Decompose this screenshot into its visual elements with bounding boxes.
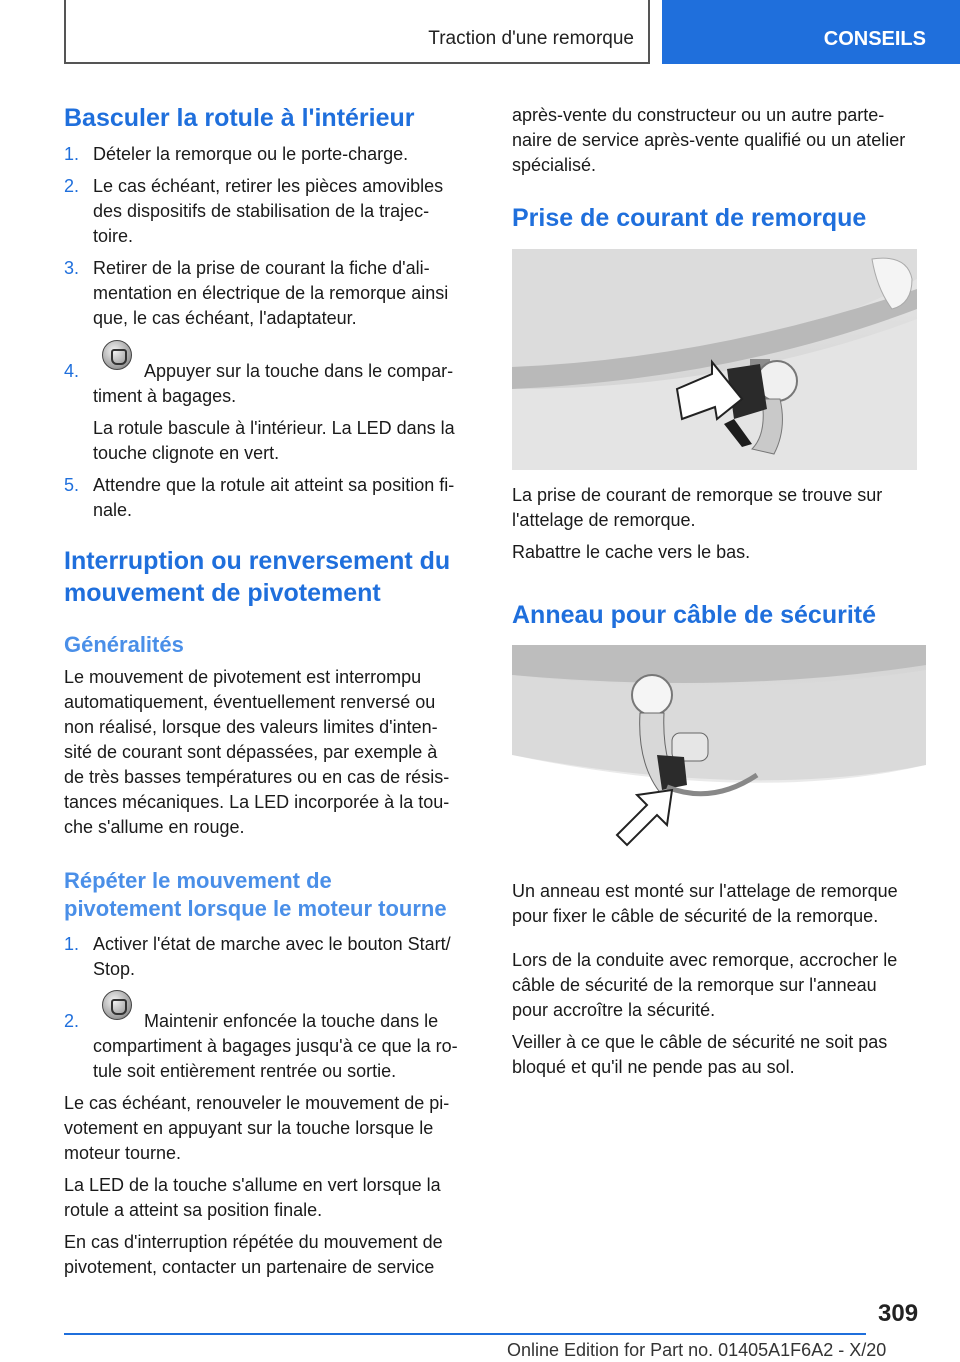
- body-line: automatiquement, éventuellement renversé ou: [64, 692, 436, 712]
- step-text: compartiment à bagages jusqu'à ce que la ro-: [93, 1036, 458, 1056]
- step-number: 1.: [64, 934, 80, 954]
- step-text: toire.: [93, 226, 134, 246]
- step-text: tule soit entièrement rentrée ou sortie.: [93, 1061, 397, 1081]
- step-text: que, le cas échéant, l'adaptateur.: [93, 308, 357, 328]
- page-number: 309: [878, 1300, 919, 1327]
- heading-interruption-1: Interruption ou renversement du: [64, 547, 451, 575]
- heading-interruption-2: mouvement de pivotement: [64, 579, 381, 607]
- body-line: Un anneau est monté sur l'attelage de remorque: [512, 881, 898, 901]
- heading-basculer: Basculer la rotule à l'intérieur: [64, 104, 415, 132]
- heading-anneau: Anneau pour câble de sécurité: [512, 601, 876, 629]
- edition-text: Online Edition for Part no. 01405A1F6A2 - X/20: [507, 1340, 887, 1360]
- step-text: timent à bagages.: [93, 386, 237, 406]
- step-number: 3.: [64, 258, 80, 278]
- step-text: touche clignote en vert.: [93, 443, 280, 463]
- body-line: sité de courant sont dépassées, par exemple à: [64, 742, 438, 762]
- step-number: 2.: [64, 1011, 80, 1031]
- body-line: naire de service après-vente qualifié ou un atelier: [512, 130, 906, 150]
- body-line: En cas d'interruption répétée du mouvement de: [64, 1232, 443, 1252]
- body-line: Rabattre le cache vers le bas.: [512, 542, 751, 562]
- step-text: Appuyer sur la touche dans le compar-: [144, 361, 454, 381]
- step-number: 5.: [64, 475, 80, 495]
- body-line: pour accroître la sécurité.: [512, 1000, 716, 1020]
- body-line: Veiller à ce que le câble de sécurité ne soit pas: [512, 1032, 888, 1052]
- body-line: spécialisé.: [512, 155, 597, 175]
- safety-ring-illustration: [512, 645, 926, 866]
- header-section-tab: [662, 0, 960, 64]
- step-text: Maintenir enfoncée la touche dans le: [144, 1011, 439, 1031]
- header-section: CONSEILS: [823, 28, 926, 50]
- step-number: 2.: [64, 176, 80, 196]
- safety-ring-figure: [512, 645, 926, 866]
- step-text: Activer l'état de marche avec le bouton Start/: [93, 934, 451, 954]
- heading-generalites: Généralités: [64, 632, 184, 657]
- step-text: Stop.: [93, 959, 136, 979]
- body-line: tances mécaniques. La LED incorporée à la tou-: [64, 792, 450, 812]
- step-text: Attendre que la rotule ait atteint sa position fi-: [93, 475, 455, 495]
- heading-prise: Prise de courant de remorque: [512, 204, 867, 232]
- body-line: moteur tourne.: [64, 1143, 182, 1163]
- heading-repeter-1: Répéter le mouvement de: [64, 868, 332, 893]
- body-line: che s'allume en rouge.: [64, 817, 245, 837]
- step-text: La rotule bascule à l'intérieur. La LED dans la: [93, 418, 455, 438]
- body-line: non réalisé, lorsque des valeurs limites d'inten-: [64, 717, 438, 737]
- body-line: l'attelage de remorque.: [512, 510, 696, 530]
- step-number: 4.: [64, 361, 80, 381]
- body-line: de très basses températures ou en cas de résis-: [64, 767, 450, 787]
- body-line: câble de sécurité de la remorque sur l'anneau: [512, 975, 877, 995]
- body-line: bloqué et qu'il ne pende pas au sol.: [512, 1057, 795, 1077]
- trailer-socket-figure: [512, 249, 917, 470]
- body-line: La LED de la touche s'allume en vert lorsque la: [64, 1175, 441, 1195]
- body-line: votement en appuyant sur la touche lorsque le: [64, 1118, 434, 1138]
- step-number: 1.: [64, 144, 80, 164]
- body-line: pivotement, contacter un partenaire de service: [64, 1257, 435, 1277]
- step-text: Retirer de la prise de courant la fiche d'ali-: [93, 258, 430, 278]
- step-text: Le cas échéant, retirer les pièces amovibles: [93, 176, 444, 196]
- body-line: pour fixer le câble de sécurité de la remorque.: [512, 906, 879, 926]
- step-text: Dételer la remorque ou le porte-charge.: [93, 144, 409, 164]
- step-text: des dispositifs de stabilisation de la trajec-: [93, 201, 430, 221]
- tow-button-icon: [102, 990, 132, 1020]
- header-title: Traction d'une remorque: [428, 28, 634, 49]
- tow-button-icon: [102, 340, 132, 370]
- trailer-socket-illustration: [512, 249, 917, 470]
- step-text: mentation en électrique de la remorque ainsi: [93, 283, 449, 303]
- body-line: Lors de la conduite avec remorque, accrocher le: [512, 950, 898, 970]
- body-line: Le cas échéant, renouveler le mouvement de pi-: [64, 1093, 450, 1113]
- heading-repeter-2: pivotement lorsque le moteur tourne: [64, 896, 447, 921]
- body-line: Le mouvement de pivotement est interrompu: [64, 667, 422, 687]
- footer-rule: [64, 1333, 866, 1335]
- step-text: nale.: [93, 500, 133, 520]
- header-title-box: [64, 0, 650, 64]
- body-line: La prise de courant de remorque se trouve sur: [512, 485, 883, 505]
- body-line: après-vente du constructeur ou un autre parte-: [512, 105, 885, 125]
- body-line: rotule a atteint sa position finale.: [64, 1200, 323, 1220]
